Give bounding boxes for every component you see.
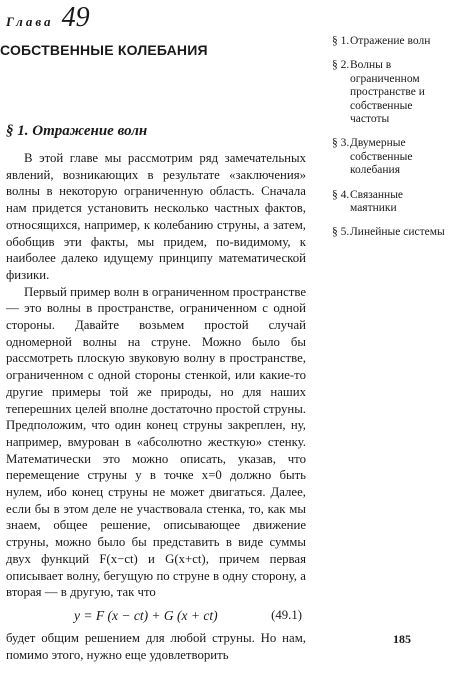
contents-item-label: Связанные маятники: [350, 188, 404, 215]
contents-item-label: Двумерные собственные колебания: [350, 137, 413, 177]
chapter-word: Глава: [6, 14, 54, 29]
paragraph-1: В этой главе мы рассмотрим ряд замечательных явлений, возникающих в результате «заключения» волны в некоторую ограниченную область. Сначала нам придется установить несколько частных фактов, относящихся, например, к колебанию струны, а затем, обобщив эти факты, мы придем, по-видимому, к наиболее далеко идущему принципу математической физики.: [6, 151, 306, 282]
chapter-number: 49: [61, 2, 90, 33]
formula-line: [6, 601, 306, 630]
contents-item: [332, 189, 452, 216]
main-text: [6, 150, 306, 663]
contents-item: [332, 35, 452, 48]
formula: y = F (x − ct) + G (x + ct): [74, 607, 218, 623]
chapter-header: [6, 2, 90, 34]
contents-item-mark: § 1.: [332, 35, 350, 47]
paragraph-3: будет общим решением для любой струны. Но нам, помимо этого, нужно еще удовлетворить: [6, 630, 306, 662]
contents-item-mark: § 3.: [332, 137, 350, 150]
contents-item: [332, 137, 452, 177]
contents-item-label: Линейные системы: [350, 226, 445, 239]
contents-item: [332, 226, 452, 239]
contents-item-mark: § 5.: [332, 226, 350, 239]
chapter-contents: [332, 35, 452, 251]
contents-item: [332, 59, 452, 126]
contents-item-label: Волны в ограниченном пространстве и собственные частоты: [350, 59, 425, 126]
paragraph-2: Первый пример волн в ограниченном пространстве — это волны в пространстве, ограниченном с одной стороны. Давайте возьмем простой случай одномерной волны на струне. Можно было бы рассмотреть плоскую звуковую волну в пространстве, ограниченном с одной стороны стенкой, или какие-то другие примеры той же природы, но для наших теперешних целей вполне достаточно простой струны. Предположим, что один конец струны закреплен, ну, например, вмурован в «абсолютно жесткую» стенку. Математически это можно описать, указав, что перемещение струны y в точке x=0 должно быть нулем, ибо конец струны не может двигаться. Далее, если бы в этом деле не участвовала стенка, то, как мы знаем, общее решение, описывающее движение струны, можно было бы представить в виде суммы двух функций F(x−ct) и G(x+ct), причем первая описывает волну, бегущую по струне в одну сторону, а вторая — в другую, так что: [6, 284, 306, 600]
formula-number: (49.1): [271, 607, 302, 622]
contents-item-label: Отражение волн: [350, 35, 431, 47]
page-number: 185: [393, 632, 411, 646]
section-heading: § 1. Отражение волн: [6, 123, 148, 139]
chapter-title: СОБСТВЕННЫЕ КОЛЕБАНИЯ: [0, 42, 208, 58]
contents-item-mark: § 4.: [332, 188, 350, 201]
contents-item-mark: § 2.: [332, 59, 350, 72]
